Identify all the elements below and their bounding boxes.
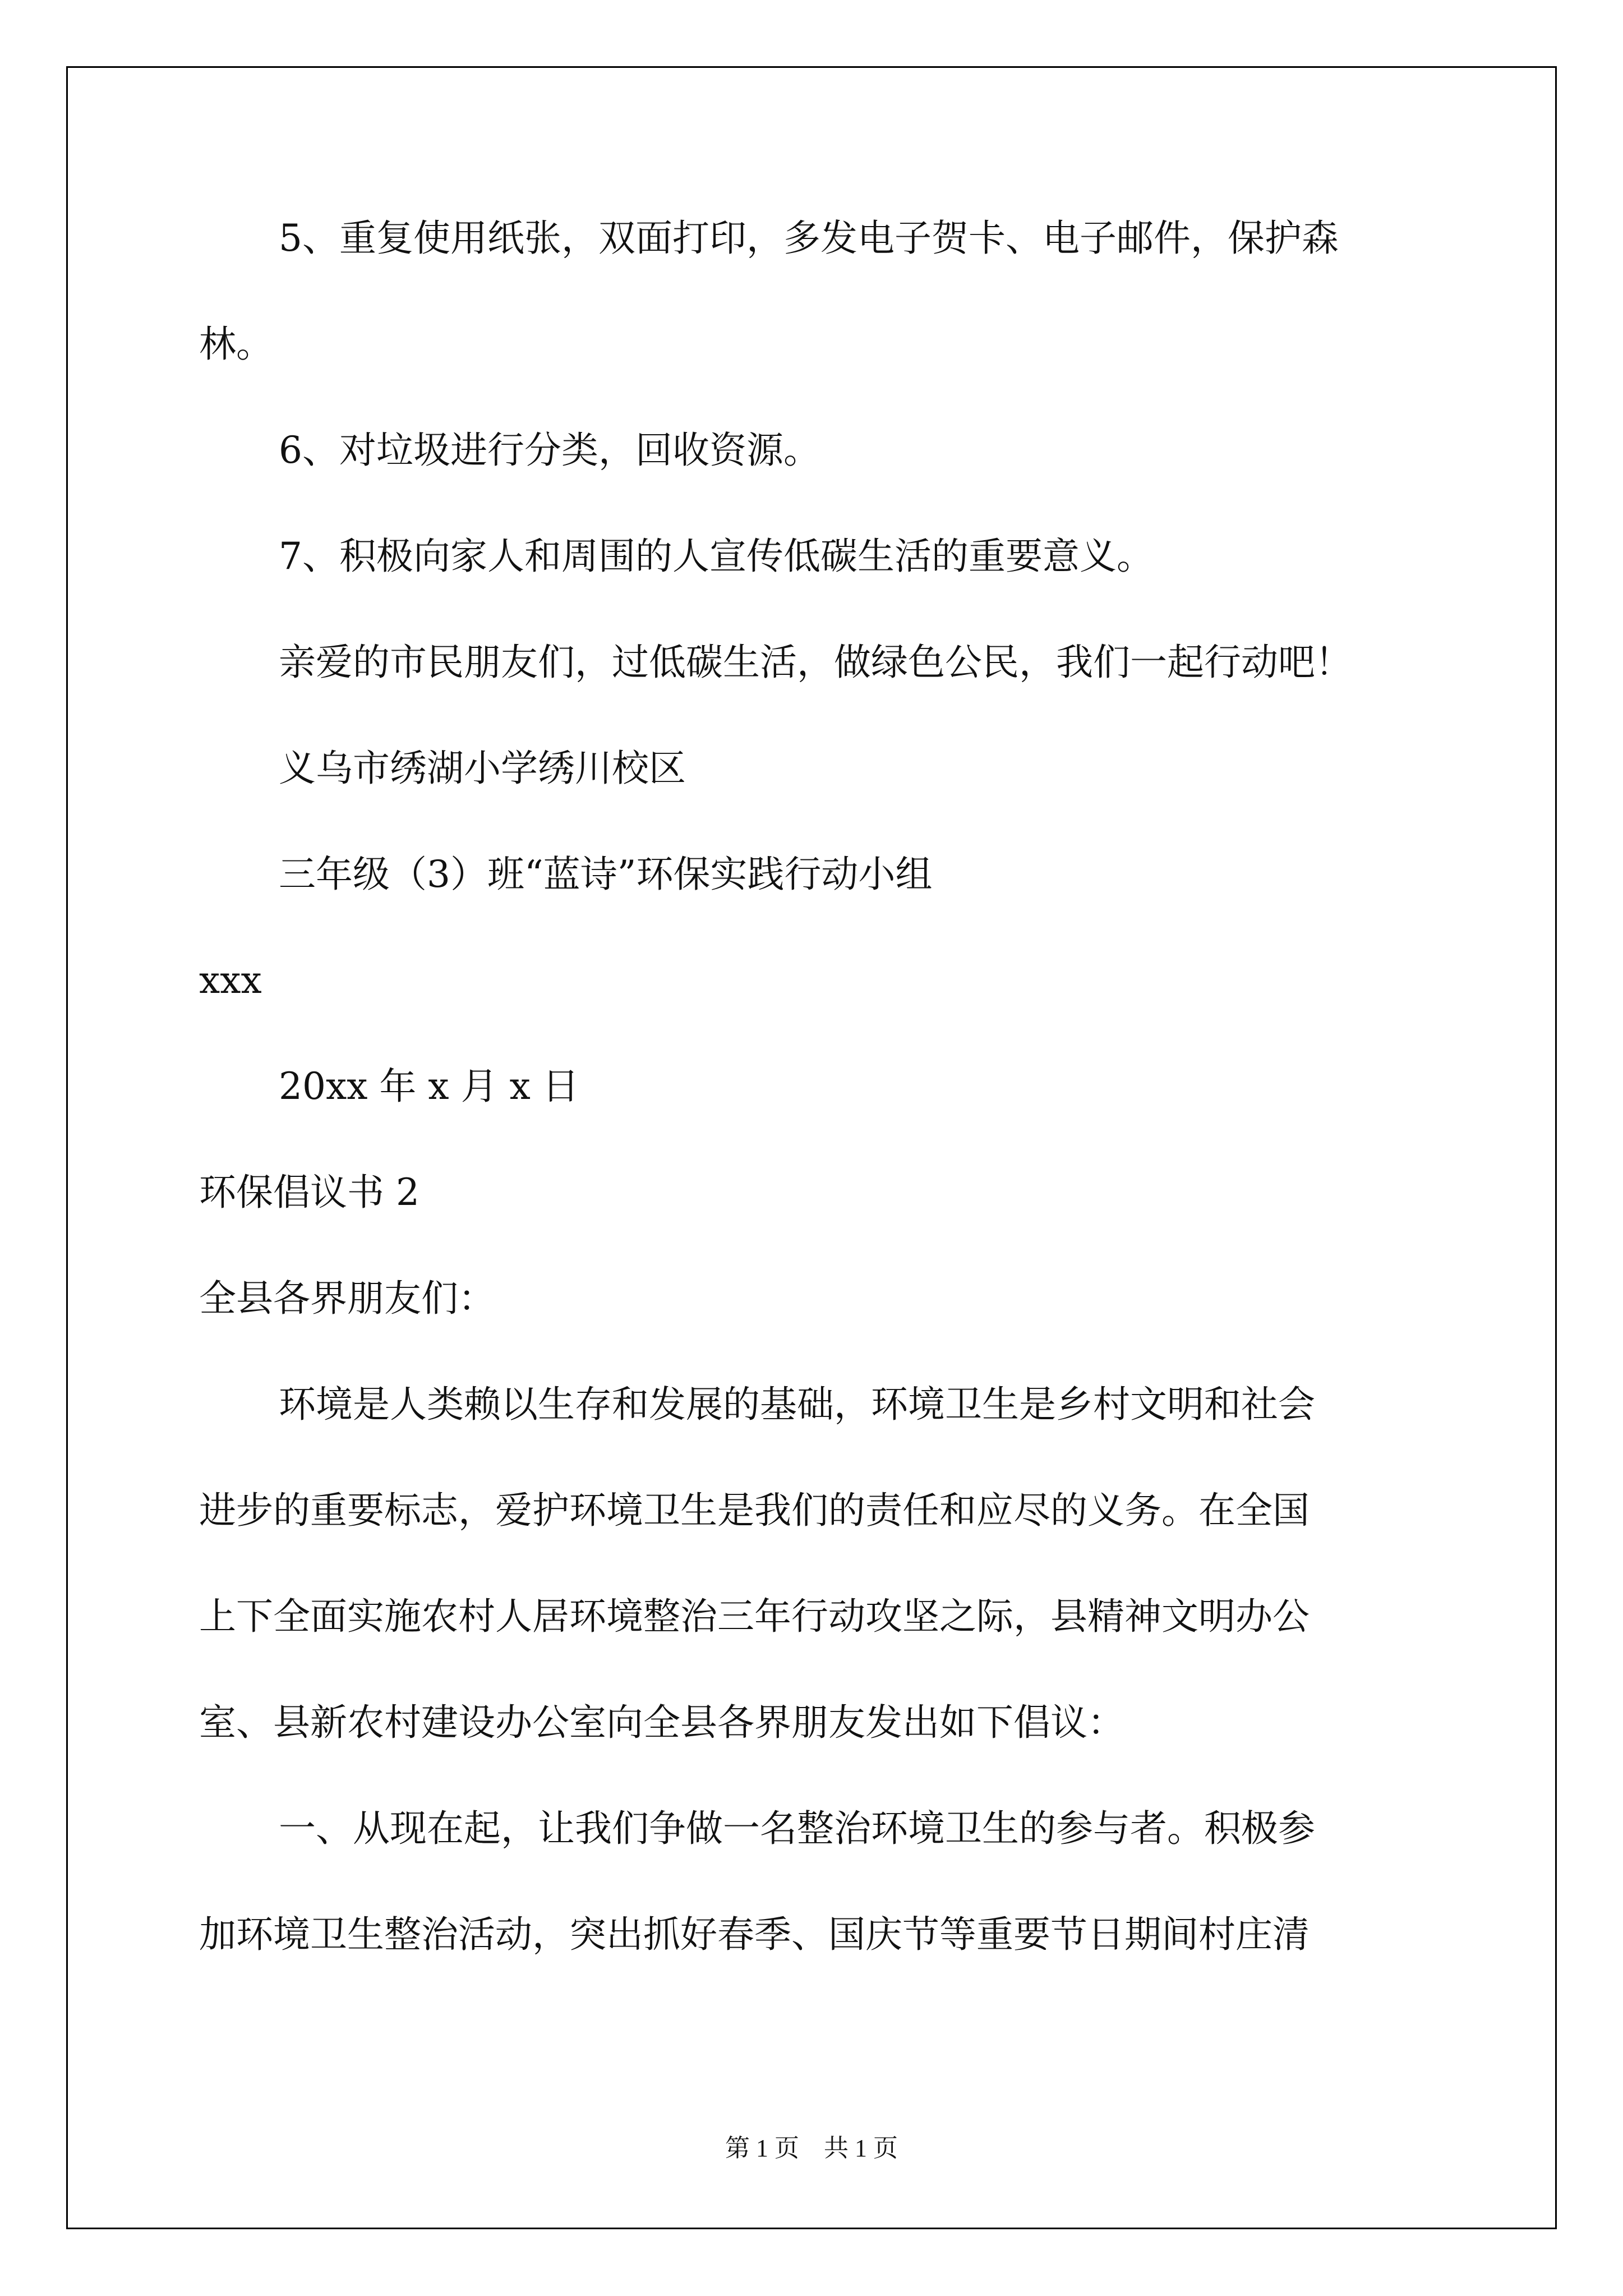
salutation: 全县各界朋友们： xyxy=(199,1277,495,1320)
paragraph-line: 亲爱的市民朋友们，过低碳生活，做绿色公民，我们一起行动吧！ xyxy=(279,641,1352,684)
section-heading: 环保倡议书 2 xyxy=(199,1171,419,1214)
paragraph-line: 三年级（3）班“蓝诗”环保实践行动小组 xyxy=(279,853,933,896)
page-number: 第 1 页 xyxy=(725,2134,799,2162)
paragraph-line: 7、积极向家人和周围的人宣传低碳生活的重要意义。 xyxy=(279,535,1154,578)
paragraph-line: 加环境卫生整治活动，突出抓好春季、国庆节等重要节日期间村庄清 xyxy=(199,1913,1310,1956)
paragraph-line: 林。 xyxy=(199,323,273,366)
paragraph-line: 6、对垃圾进行分类，回收资源。 xyxy=(279,429,820,472)
paragraph-line: 5、重复使用纸张，双面打印，多发电子贺卡、电子邮件，保护森 xyxy=(279,217,1339,260)
paragraph-line: 室、县新农村建设办公室向全县各界朋友发出如下倡议： xyxy=(199,1701,1124,1744)
paragraph-line: 一、从现在起，让我们争做一名整治环境卫生的参与者。积极参 xyxy=(279,1807,1315,1850)
paragraph-line: 进步的重要标志，爱护环境卫生是我们的责任和应尽的义务。在全国 xyxy=(199,1489,1310,1532)
page-total: 共 1 页 xyxy=(824,2134,898,2162)
date-line: 20xx 年 x 月 x 日 xyxy=(279,1065,579,1108)
paragraph-line: 环境是人类赖以生存和发展的基础，环境卫生是乡村文明和社会 xyxy=(279,1383,1315,1426)
paragraph-line: 义乌市绣湖小学绣川校区 xyxy=(279,747,686,790)
paragraph-line: xxx xyxy=(199,959,262,1002)
paragraph-line: 上下全面实施农村人居环境整治三年行动攻坚之际，县精神文明办公 xyxy=(199,1595,1310,1638)
page-border xyxy=(66,66,1557,2229)
page-footer xyxy=(0,2132,1623,2165)
